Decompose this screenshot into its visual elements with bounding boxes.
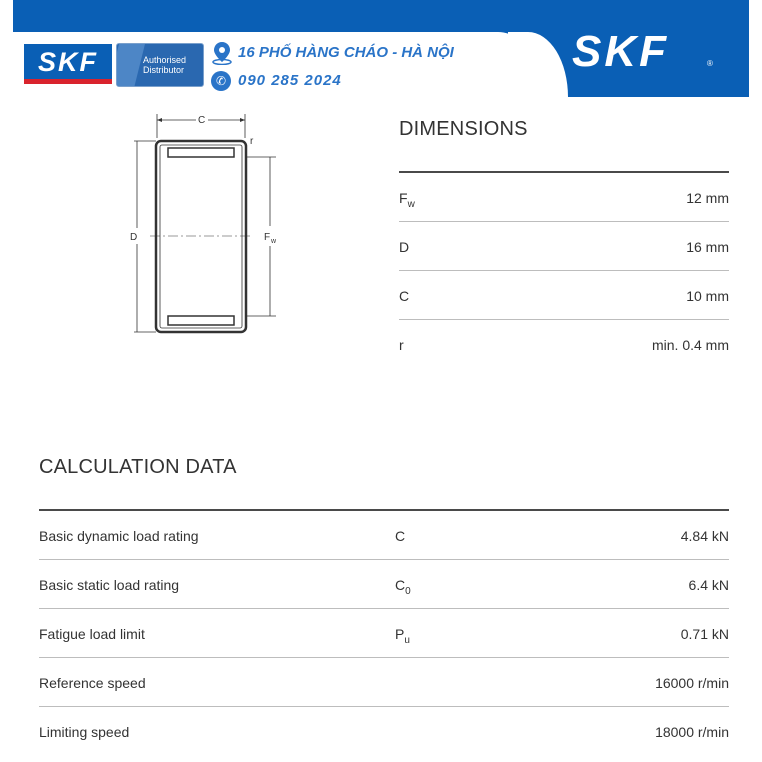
dimensions-title: DIMENSIONS [399, 118, 528, 140]
calculation-header-rule [39, 509, 729, 511]
skf-logo-red-bar [24, 79, 112, 84]
skf-logo-text: SKF [38, 47, 98, 77]
row-divider [39, 608, 729, 609]
dim-symbol: r [399, 337, 404, 353]
address-text: 16 PHỐ HÀNG CHÁO - HÀ NỘI [238, 44, 454, 61]
phone-text: 090 285 2024 [238, 72, 342, 89]
calc-label: Reference speed [39, 675, 146, 691]
label-r: r [250, 136, 254, 147]
dim-value: 16 mm [686, 239, 729, 255]
skf-logo [24, 44, 112, 84]
calc-label: Basic dynamic load rating [39, 528, 199, 544]
banner-curve [508, 32, 568, 97]
label-fw-sub: w [271, 238, 277, 245]
dim-value: 10 mm [686, 288, 729, 304]
badge-line2: Distributor [143, 65, 185, 75]
calc-value: 0.71 kN [680, 626, 729, 642]
label-fw: F [264, 232, 271, 243]
dimensions-header-rule [399, 171, 729, 173]
phone-icon: ✆ [211, 71, 231, 91]
row-divider [39, 706, 729, 707]
registered-mark: ® [707, 59, 713, 68]
location-pin-icon [211, 41, 233, 65]
calc-symbol: C [395, 528, 406, 544]
label-d: D [130, 232, 138, 243]
row-divider [399, 270, 729, 271]
calc-label: Fatigue load limit [39, 626, 145, 642]
badge-stripe [116, 43, 146, 87]
calc-label: Basic static load rating [39, 577, 180, 593]
label-c: C [198, 115, 206, 126]
skf-logo-right: SKF [572, 27, 669, 76]
badge-line1: Authorised [143, 55, 187, 65]
bearing-drawing [120, 108, 300, 338]
row-divider [399, 221, 729, 222]
row-divider [399, 319, 729, 320]
calc-symbol: $P_u$ [395, 626, 410, 646]
row-divider [39, 657, 729, 658]
calc-value: 16000 r/min [655, 675, 729, 691]
dim-value: min. 0.4 mm [651, 337, 729, 353]
dim-symbol: $F_w$ [399, 190, 415, 210]
authorised-distributor-badge [116, 43, 204, 87]
dim-symbol: C [399, 288, 410, 304]
calc-value: 4.84 kN [680, 528, 729, 544]
dim-value: 12 mm [686, 190, 729, 206]
row-divider [39, 559, 729, 560]
calc-symbol: $C_0$ [395, 577, 411, 597]
calc-value: 18000 r/min [655, 724, 729, 740]
badge-text [143, 55, 186, 75]
calculation-title: CALCULATION DATA [39, 456, 237, 478]
calc-label: Limiting speed [39, 724, 130, 740]
calc-value: 6.4 kN [688, 577, 729, 593]
dim-symbol: D [399, 239, 410, 255]
